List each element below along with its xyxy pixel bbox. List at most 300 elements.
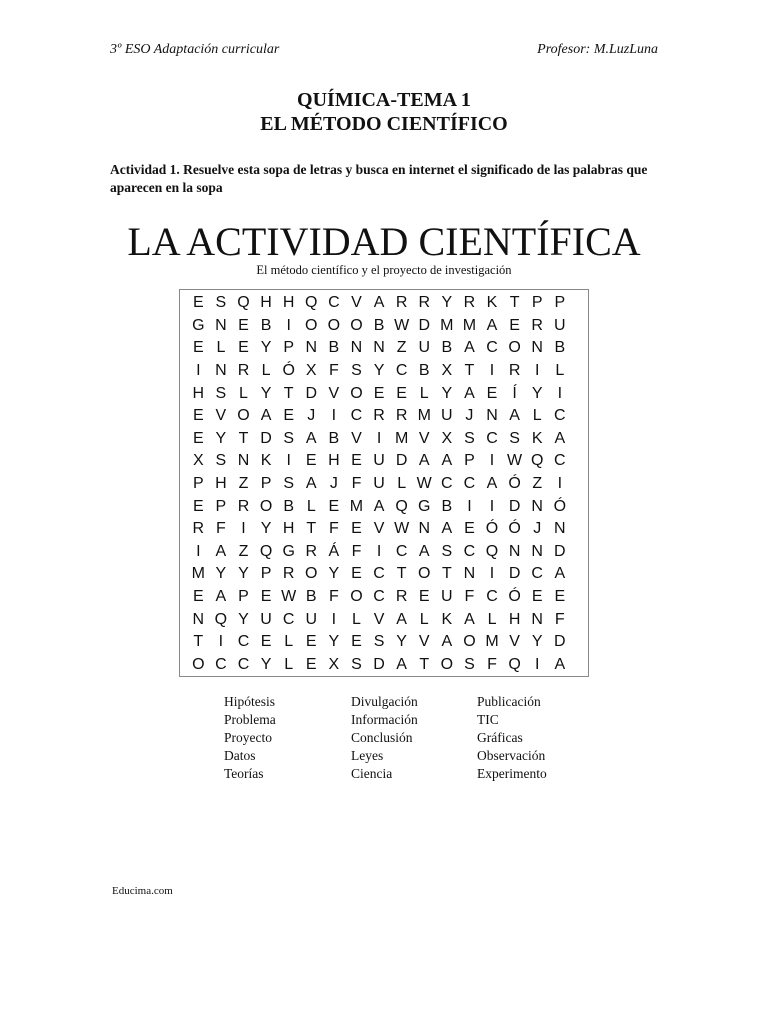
grid-row bbox=[187, 292, 571, 315]
grid-letter: D bbox=[373, 655, 385, 673]
grid-letter: Y bbox=[238, 610, 249, 628]
grid-letter: R bbox=[305, 542, 318, 560]
grid-letter: B bbox=[328, 339, 340, 357]
grid-letter: C bbox=[328, 294, 340, 312]
grid-letter: A bbox=[441, 452, 453, 470]
grid-letter: N bbox=[531, 542, 543, 560]
grid-letter: X bbox=[192, 452, 204, 470]
word-item: Ciencia bbox=[350, 766, 393, 781]
grid-letter: A bbox=[373, 294, 385, 312]
grid-row bbox=[187, 473, 571, 496]
grid-letter: H bbox=[282, 294, 295, 312]
grid-letter: D bbox=[260, 429, 272, 447]
grid-letter: L bbox=[419, 384, 429, 402]
grid-letter: V bbox=[418, 633, 430, 651]
word-column bbox=[477, 693, 604, 783]
grid-letter: O bbox=[237, 407, 250, 425]
grid-letter: S bbox=[441, 542, 453, 560]
teacher-label: Profesor: M.LuzLuna bbox=[537, 42, 658, 57]
grid-letter: Y bbox=[373, 362, 385, 380]
word-item: Información bbox=[350, 712, 418, 727]
activity-instructions: Actividad 1. Resuelve esta sopa de letras y busca en internet el significado de las palabras que aparecen en la sopa bbox=[110, 162, 648, 195]
grid-letter: A bbox=[486, 475, 498, 493]
grid-letter: Y bbox=[260, 384, 272, 402]
grid-letter: C bbox=[395, 542, 408, 560]
grid-row bbox=[187, 360, 571, 383]
grid-letter: L bbox=[306, 497, 316, 515]
grid-letter: C bbox=[237, 655, 250, 673]
grid-letter: R bbox=[531, 316, 543, 334]
grid-letter: E bbox=[351, 520, 362, 538]
grid-letter: A bbox=[215, 542, 227, 560]
grid-letter: I bbox=[196, 362, 201, 380]
grid-row bbox=[187, 495, 571, 518]
grid-letter: W bbox=[394, 520, 410, 538]
grid-letter: U bbox=[554, 316, 566, 334]
grid-letter: A bbox=[260, 407, 272, 425]
grid-letter: E bbox=[238, 339, 249, 357]
grid-letter: C bbox=[441, 475, 453, 493]
grid-letter: Q bbox=[485, 542, 499, 560]
grid-letter: T bbox=[238, 429, 249, 447]
grid-letter: O bbox=[463, 633, 476, 651]
grid-letter: Q bbox=[530, 452, 544, 470]
word-item: TIC bbox=[477, 712, 499, 727]
grid-letter: R bbox=[395, 294, 408, 312]
grid-letter: A bbox=[441, 633, 453, 651]
grid-letter: N bbox=[215, 316, 227, 334]
grid-letter: U bbox=[373, 475, 385, 493]
grid-letter: R bbox=[418, 294, 431, 312]
grid-letter: C bbox=[373, 588, 385, 606]
grid-letter: C bbox=[486, 429, 498, 447]
grid-letter: C bbox=[237, 633, 250, 651]
grid-letter: Z bbox=[238, 475, 249, 493]
page-header bbox=[110, 42, 658, 62]
grid-letter: B bbox=[418, 362, 430, 380]
grid-letter: E bbox=[486, 384, 498, 402]
grid-letter: E bbox=[192, 339, 204, 357]
grid-letter: T bbox=[283, 384, 294, 402]
word-column bbox=[224, 693, 351, 783]
grid-letter: Ó bbox=[508, 475, 521, 493]
grid-letter: S bbox=[351, 362, 362, 380]
grid-letter: B bbox=[305, 588, 317, 606]
grid-letter: E bbox=[238, 316, 249, 334]
grid-letter: Y bbox=[260, 655, 272, 673]
grid-letter: L bbox=[397, 475, 407, 493]
grid-letter: D bbox=[508, 497, 521, 515]
grid-letter: S bbox=[215, 384, 227, 402]
grid-letter: I bbox=[557, 475, 563, 493]
grid-letter: A bbox=[396, 610, 407, 628]
grid-letter: Y bbox=[238, 565, 249, 583]
grid-letter: M bbox=[191, 565, 205, 583]
grid-letter: E bbox=[464, 520, 475, 538]
course-label: 3º ESO Adaptación curricular bbox=[110, 42, 280, 57]
grid-letter: X bbox=[305, 362, 317, 380]
grid-letter: I bbox=[331, 407, 337, 425]
word-search-box bbox=[179, 289, 589, 677]
word-item: Divulgación bbox=[350, 694, 418, 709]
grid-letter: Ó bbox=[485, 520, 499, 538]
grid-letter: U bbox=[441, 407, 453, 425]
grid-letter: M bbox=[440, 316, 454, 334]
grid-letter: C bbox=[373, 565, 385, 583]
grid-letter: N bbox=[531, 497, 543, 515]
grid-letter: E bbox=[328, 497, 340, 515]
grid-letter: H bbox=[215, 475, 227, 493]
grid-letter: T bbox=[441, 565, 452, 583]
grid-letter: I bbox=[489, 497, 495, 515]
grid-letter: N bbox=[237, 452, 250, 470]
grid-letter: X bbox=[441, 429, 453, 447]
grid-letter: Ó bbox=[282, 362, 295, 380]
grid-letter: O bbox=[350, 316, 363, 334]
grid-letter: R bbox=[373, 407, 385, 425]
puzzle-subtitle: El método científico y el proyecto de investigación bbox=[256, 263, 512, 277]
grid-letter: R bbox=[463, 294, 476, 312]
grid-letter: S bbox=[351, 655, 362, 673]
grid-letter: N bbox=[215, 362, 227, 380]
grid-letter: D bbox=[305, 384, 318, 402]
footer-source: Educima.com bbox=[112, 885, 173, 897]
grid-row bbox=[187, 586, 571, 609]
grid-letter: A bbox=[441, 520, 453, 538]
grid-letter: K bbox=[441, 610, 453, 628]
grid-letter: P bbox=[192, 475, 204, 493]
grid-letter: A bbox=[396, 655, 407, 673]
grid-letter: E bbox=[260, 633, 272, 651]
grid-letter: C bbox=[215, 655, 227, 673]
grid-letter: I bbox=[331, 610, 337, 628]
grid-letter: E bbox=[305, 633, 317, 651]
subject-title: QUÍMICA-TEMA 1 bbox=[297, 89, 471, 111]
grid-letter: E bbox=[192, 588, 204, 606]
word-item: Hipótesis bbox=[224, 694, 276, 709]
grid-letter: P bbox=[283, 339, 294, 357]
grid-letter: I bbox=[241, 520, 246, 538]
grid-letter: D bbox=[554, 542, 566, 560]
word-item: Proyecto bbox=[224, 730, 272, 745]
grid-letter: B bbox=[441, 339, 453, 357]
grid-letter: J bbox=[533, 520, 542, 538]
grid-letter: C bbox=[554, 407, 566, 425]
grid-letter: B bbox=[283, 497, 294, 515]
grid-letter: U bbox=[418, 339, 431, 357]
grid-letter: M bbox=[462, 316, 477, 334]
grid-letter: I bbox=[376, 429, 382, 447]
grid-letter: E bbox=[192, 497, 204, 515]
grid-letter: L bbox=[239, 384, 248, 402]
grid-letter: N bbox=[463, 565, 476, 583]
grid-letter: N bbox=[418, 520, 431, 538]
grid-letter: A bbox=[554, 429, 566, 447]
grid-letter: O bbox=[192, 655, 205, 673]
grid-letter: O bbox=[305, 565, 318, 583]
grid-letter: I bbox=[557, 384, 563, 402]
grid-letter: O bbox=[418, 565, 431, 583]
grid-letter: R bbox=[395, 588, 408, 606]
grid-letter: P bbox=[215, 497, 227, 515]
grid-letter: H bbox=[260, 294, 272, 312]
grid-letter: D bbox=[554, 633, 566, 651]
grid-letter: A bbox=[554, 655, 566, 673]
grid-letter: D bbox=[418, 316, 431, 334]
grid-letter: Y bbox=[328, 633, 340, 651]
grid-letter: N bbox=[554, 520, 566, 538]
grid-letter: B bbox=[554, 339, 566, 357]
grid-letter: Y bbox=[441, 294, 453, 312]
grid-letter: E bbox=[531, 588, 543, 606]
grid-letter: N bbox=[350, 339, 363, 357]
word-item: Datos bbox=[224, 748, 256, 763]
grid-row bbox=[187, 428, 571, 451]
grid-letter: V bbox=[351, 294, 362, 312]
grid-letter: C bbox=[350, 407, 363, 425]
grid-letter: A bbox=[486, 316, 498, 334]
grid-letter: I bbox=[489, 565, 495, 583]
grid-letter: L bbox=[555, 362, 565, 380]
word-item: Teorías bbox=[224, 766, 264, 781]
grid-letter: I bbox=[218, 633, 224, 651]
grid-letter: Í bbox=[512, 384, 517, 402]
grid-letter: E bbox=[260, 588, 272, 606]
grid-letter: L bbox=[284, 633, 294, 651]
topic-title: EL MÉTODO CIENTÍFICO bbox=[260, 113, 508, 135]
grid-letter: B bbox=[328, 429, 340, 447]
grid-letter: H bbox=[508, 610, 521, 628]
grid-letter: N bbox=[373, 339, 385, 357]
grid-letter: Z bbox=[238, 542, 249, 560]
grid-letter: E bbox=[351, 565, 362, 583]
grid-letter: Z bbox=[532, 475, 543, 493]
grid-letter: I bbox=[467, 497, 472, 515]
grid-letter: L bbox=[216, 339, 226, 357]
word-column bbox=[351, 693, 477, 783]
grid-letter: K bbox=[531, 429, 543, 447]
grid-letter: S bbox=[215, 452, 227, 470]
grid-letter: P bbox=[464, 452, 475, 470]
grid-letter: L bbox=[352, 610, 361, 628]
grid-letter: Q bbox=[214, 610, 228, 628]
grid-letter: Y bbox=[215, 429, 227, 447]
grid-letter: M bbox=[349, 497, 364, 515]
puzzle-title: LA ACTIVIDAD CIENTÍFICA bbox=[127, 219, 641, 264]
grid-letter: P bbox=[260, 565, 272, 583]
grid-row bbox=[187, 337, 571, 360]
grid-letter: E bbox=[418, 588, 430, 606]
grid-letter: R bbox=[237, 362, 250, 380]
document-titles bbox=[0, 88, 768, 136]
grid-letter: V bbox=[373, 610, 385, 628]
grid-letter: N bbox=[531, 610, 543, 628]
grid-letter: F bbox=[328, 362, 339, 380]
grid-letter: O bbox=[440, 655, 454, 673]
grid-letter: C bbox=[531, 565, 543, 583]
grid-row bbox=[187, 405, 571, 428]
grid-letter: W bbox=[281, 588, 297, 606]
grid-letter: I bbox=[376, 542, 382, 560]
grid-letter: V bbox=[373, 520, 385, 538]
grid-letter: F bbox=[554, 610, 565, 628]
grid-letter: K bbox=[486, 294, 498, 312]
grid-letter: V bbox=[509, 633, 520, 651]
grid-letter: A bbox=[464, 339, 475, 357]
grid-row bbox=[187, 608, 571, 631]
grid-row bbox=[187, 382, 571, 405]
grid-letter: H bbox=[328, 452, 340, 470]
grid-letter: C bbox=[486, 588, 498, 606]
grid-letter: I bbox=[534, 655, 540, 673]
grid-letter: S bbox=[283, 475, 294, 493]
grid-letter: W bbox=[394, 316, 410, 334]
grid-letter: R bbox=[237, 497, 250, 515]
grid-letter: T bbox=[396, 565, 407, 583]
grid-letter: T bbox=[306, 520, 317, 538]
grid-letter: O bbox=[259, 497, 273, 515]
grid-letter: U bbox=[260, 610, 272, 628]
grid-letter: E bbox=[305, 655, 317, 673]
grid-letter: E bbox=[192, 429, 204, 447]
grid-letter: Y bbox=[215, 565, 227, 583]
grid-letter: U bbox=[305, 610, 318, 628]
word-item: Experimento bbox=[477, 766, 547, 781]
grid-letter: Y bbox=[328, 565, 340, 583]
word-item: Problema bbox=[224, 712, 276, 727]
grid-letter: I bbox=[489, 362, 495, 380]
grid-letter: F bbox=[351, 475, 362, 493]
word-item: Leyes bbox=[350, 748, 384, 763]
grid-row bbox=[187, 563, 571, 586]
grid-letter: Q bbox=[305, 294, 318, 312]
grid-letter: P bbox=[238, 588, 249, 606]
grid-letter: P bbox=[554, 294, 566, 312]
grid-letter: E bbox=[396, 384, 407, 402]
grid-row bbox=[187, 654, 571, 677]
grid-letter: E bbox=[351, 633, 362, 651]
grid-letter: C bbox=[463, 542, 476, 560]
grid-letter: E bbox=[373, 384, 385, 402]
grid-letter: T bbox=[419, 655, 430, 673]
grid-letter: Y bbox=[260, 339, 272, 357]
grid-letter: B bbox=[260, 316, 272, 334]
grid-letter: Y bbox=[441, 384, 453, 402]
grid-letter: F bbox=[464, 588, 475, 606]
grid-letter: C bbox=[395, 362, 408, 380]
grid-letter: B bbox=[441, 497, 453, 515]
grid-letter: A bbox=[554, 565, 566, 583]
grid-letter: U bbox=[373, 452, 385, 470]
grid-letter: E bbox=[192, 407, 204, 425]
grid-letter: O bbox=[350, 384, 363, 402]
grid-letter: D bbox=[395, 452, 408, 470]
grid-letter: A bbox=[215, 588, 227, 606]
grid-letter: O bbox=[327, 316, 341, 334]
grid-letter: E bbox=[283, 407, 294, 425]
grid-letter: S bbox=[373, 633, 385, 651]
grid-letter: P bbox=[531, 294, 543, 312]
grid-letter: A bbox=[509, 407, 520, 425]
grid-letter: D bbox=[508, 565, 521, 583]
grid-letter: E bbox=[554, 588, 566, 606]
grid-letter: C bbox=[463, 475, 476, 493]
grid-letter: F bbox=[351, 542, 362, 560]
word-item: Conclusión bbox=[350, 730, 413, 745]
grid-letter: H bbox=[192, 384, 205, 402]
grid-letter: N bbox=[508, 542, 521, 560]
grid-letter: A bbox=[464, 384, 475, 402]
grid-letter: G bbox=[282, 542, 295, 560]
grid-row bbox=[187, 631, 571, 654]
grid-letter: I bbox=[534, 362, 540, 380]
grid-letter: L bbox=[487, 610, 497, 628]
grid-letter: M bbox=[485, 633, 499, 651]
grid-letter: F bbox=[328, 520, 339, 538]
grid-letter: X bbox=[441, 362, 453, 380]
grid-letter: A bbox=[418, 542, 430, 560]
grid-letter: Ó bbox=[508, 588, 521, 606]
grid-letter: T bbox=[509, 294, 520, 312]
grid-letter: G bbox=[418, 497, 431, 515]
grid-letter: I bbox=[489, 452, 495, 470]
grid-letter: I bbox=[196, 542, 201, 560]
grid-letter: R bbox=[508, 362, 521, 380]
grid-letter: Y bbox=[260, 520, 272, 538]
grid-letter: Y bbox=[531, 384, 543, 402]
grid-letter: A bbox=[418, 452, 430, 470]
grid-letter: K bbox=[260, 452, 272, 470]
grid-letter: Á bbox=[328, 542, 340, 560]
grid-letter: S bbox=[464, 429, 475, 447]
grid-letter: X bbox=[328, 655, 340, 673]
word-search-grid bbox=[187, 292, 571, 676]
grid-letter: M bbox=[417, 407, 431, 425]
grid-letter: J bbox=[307, 407, 316, 425]
grid-letter: T bbox=[193, 633, 204, 651]
grid-letter: V bbox=[328, 384, 340, 402]
grid-letter: R bbox=[395, 407, 408, 425]
grid-letter: I bbox=[286, 452, 291, 470]
grid-letter: Q bbox=[395, 497, 408, 515]
grid-letter: E bbox=[305, 452, 317, 470]
grid-letter: Y bbox=[531, 633, 543, 651]
grid-letter: T bbox=[464, 362, 475, 380]
grid-letter: Q bbox=[259, 542, 273, 560]
grid-letter: N bbox=[305, 339, 318, 357]
grid-letter: A bbox=[305, 475, 317, 493]
grid-letter: L bbox=[532, 407, 542, 425]
grid-letter: L bbox=[419, 610, 429, 628]
grid-letter: A bbox=[373, 497, 385, 515]
grid-letter: G bbox=[192, 316, 205, 334]
grid-letter: H bbox=[282, 520, 295, 538]
grid-letter: C bbox=[554, 452, 566, 470]
grid-letter: S bbox=[283, 429, 294, 447]
grid-letter: F bbox=[487, 655, 497, 673]
grid-letter: R bbox=[192, 520, 205, 538]
grid-letter: C bbox=[486, 339, 498, 357]
grid-letter: P bbox=[260, 475, 272, 493]
grid-row bbox=[187, 541, 571, 564]
grid-letter: I bbox=[286, 316, 291, 334]
grid-row bbox=[187, 315, 571, 338]
grid-row bbox=[187, 450, 571, 473]
word-item: Gráficas bbox=[477, 730, 523, 745]
grid-letter: Y bbox=[396, 633, 407, 651]
grid-letter: N bbox=[531, 339, 543, 357]
grid-letter: V bbox=[215, 407, 227, 425]
